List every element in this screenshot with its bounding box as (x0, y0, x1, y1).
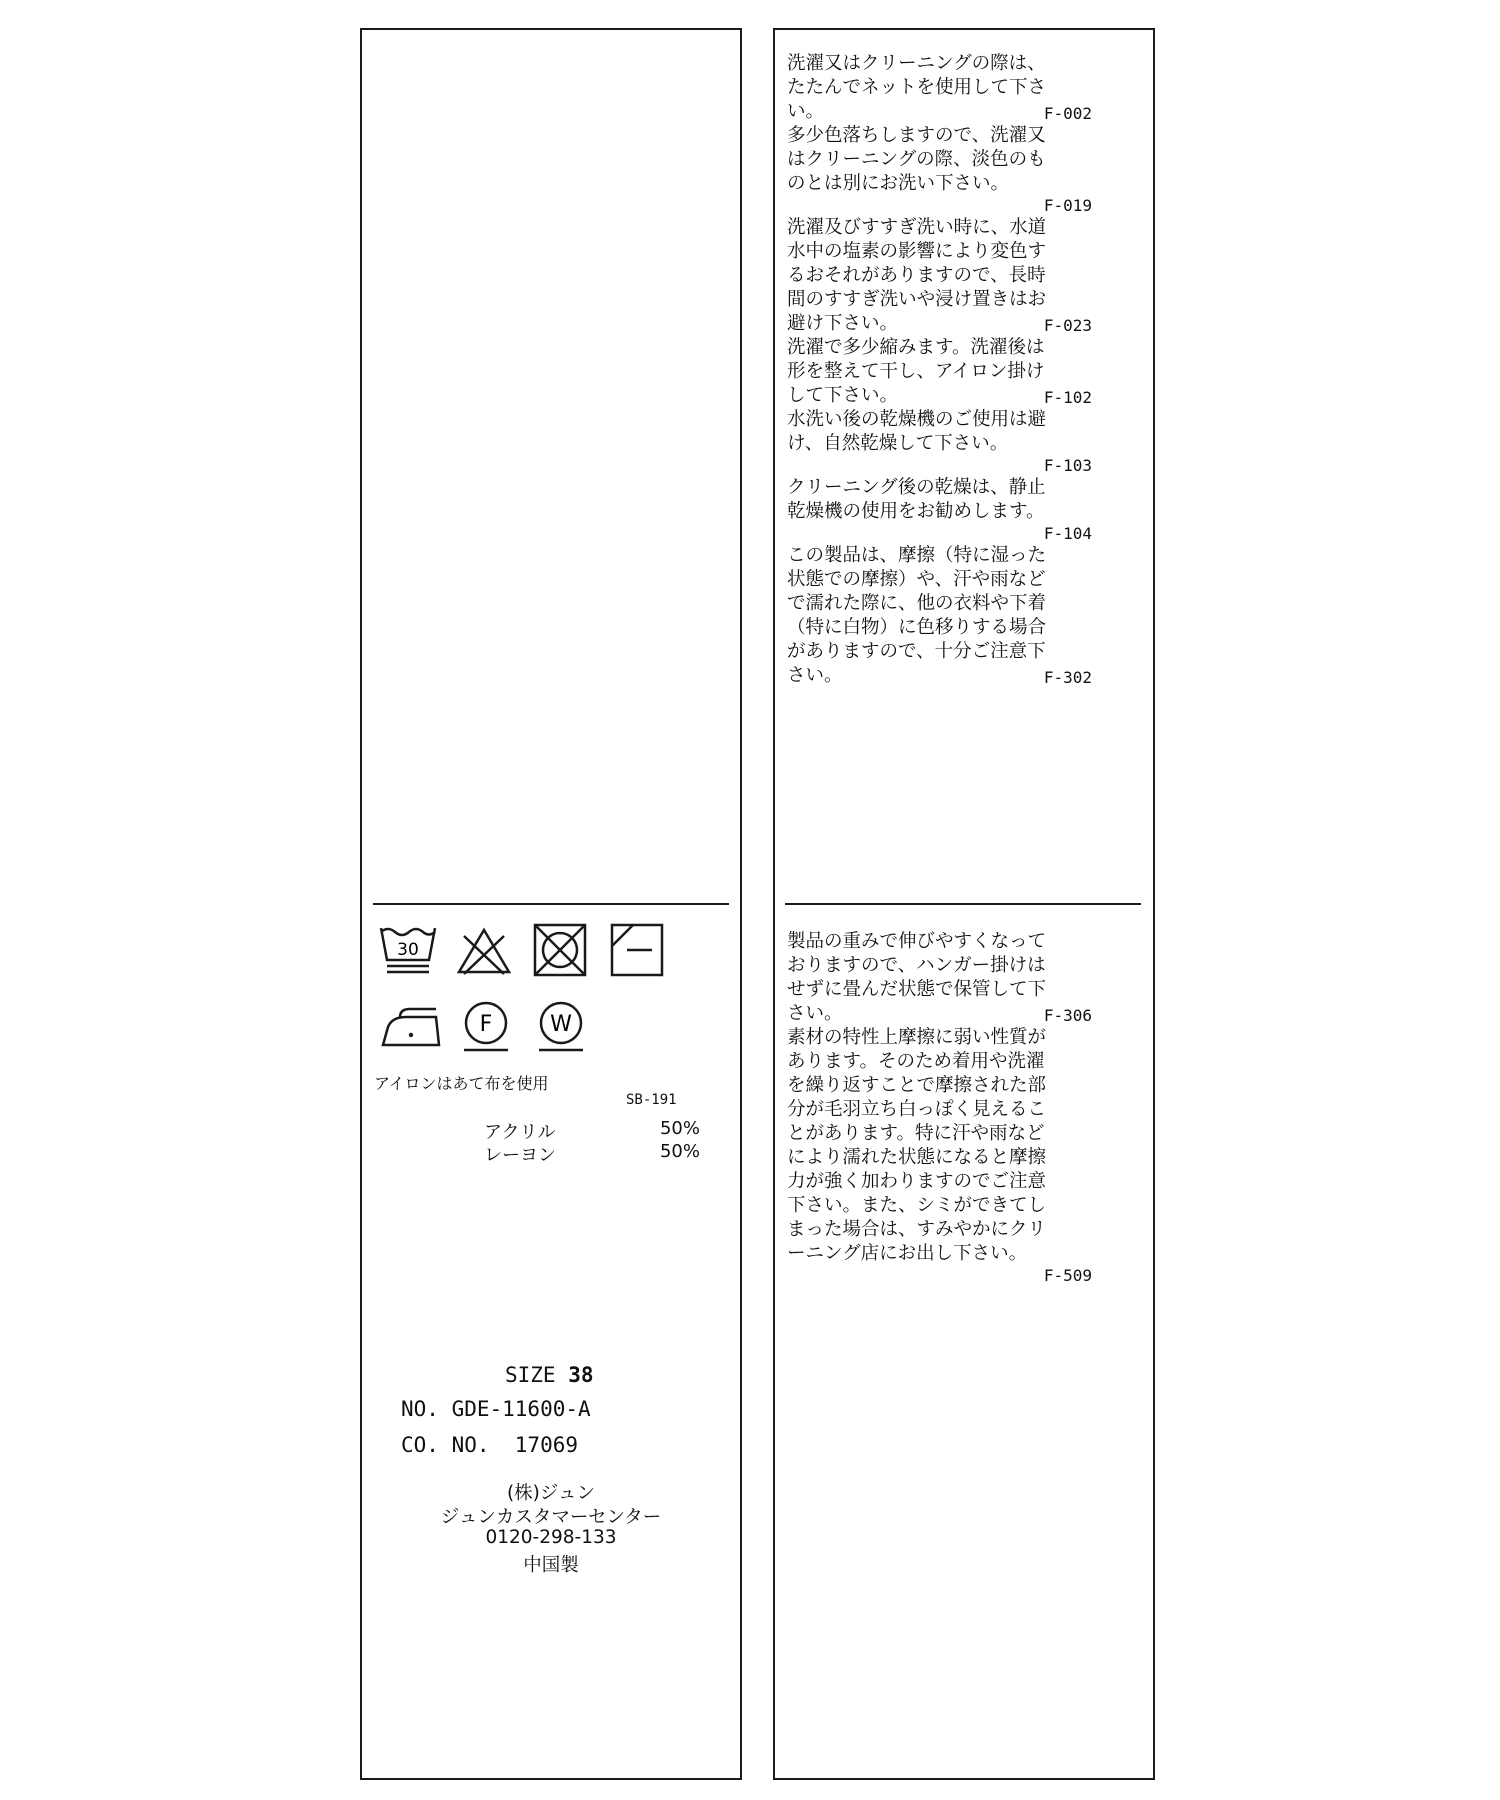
wet-clean-w-icon (536, 1000, 586, 1054)
wet-clean-letter: W (550, 1012, 572, 1037)
care-note (787, 408, 1092, 476)
care-note-text: 洗濯及びすすぎ洗い時に、水道 水中の塩素の影響により変色す るおそれがありますので、長時 間のすすぎ洗いや浸け置きはお 避け下さい。 (787, 217, 1047, 334)
fiber-name: アクリル (484, 1122, 556, 1143)
care-note-text: この製品は、摩擦（特に湿った 状態での摩擦）や、汗や雨など で濡れた際に、他の衣料や下着 （特に白物）に色移りする場合 がありますので、十分ご注意下 さい。 (787, 545, 1047, 686)
care-note (787, 476, 1092, 544)
fiber-name: レーヨン (484, 1145, 556, 1166)
product-number: NO. GDE-11600-A (401, 1397, 591, 1421)
care-note (787, 336, 1092, 408)
shade-dry-icon (609, 922, 665, 978)
care-note-code: F-019 (1043, 196, 1092, 215)
left-label-divider (373, 903, 729, 905)
phone-number: 0120-298-133 (485, 1527, 617, 1548)
care-note-text: 洗濯で多少縮みます。洗濯後は 形を整えて干し、アイロン掛け して下さい。 (787, 337, 1045, 406)
care-notes-top (787, 52, 1092, 688)
care-note-code: F-002 (1043, 104, 1092, 123)
customer-center: ジュンカスタマーセンター (440, 1507, 662, 1528)
no-bleach-icon (456, 926, 512, 976)
wash-temp-text: 30 (397, 940, 419, 960)
no-tumble-dry-icon (532, 922, 588, 978)
care-note (787, 52, 1092, 124)
low-iron-icon (380, 1005, 442, 1049)
care-note-text: 洗濯又はクリーニングの際は、 たたんでネットを使用して下さ い。 (787, 53, 1047, 122)
fiber-percent: 50% (659, 1141, 700, 1162)
care-note (787, 124, 1092, 216)
iron-note: アイロンはあて布を使用 (374, 1074, 549, 1093)
company-name: (株)ジュン (506, 1483, 596, 1504)
wash-30-gentle-icon (379, 924, 437, 980)
country-of-origin: 中国製 (523, 1555, 579, 1576)
care-note-code: F-104 (1043, 524, 1092, 543)
size-line (505, 1363, 594, 1387)
care-note-text: クリーニング後の乾燥は、静止 乾燥機の使用をお勧めします。 (787, 477, 1046, 522)
care-note-code: F-103 (1043, 456, 1092, 475)
symbol-code: SB-191 (626, 1092, 677, 1108)
care-note (787, 1026, 1092, 1286)
care-note-code: F-102 (1043, 388, 1092, 407)
care-note-code: F-302 (1043, 668, 1092, 687)
fiber-percent: 50% (659, 1118, 700, 1139)
right-label-divider (785, 903, 1141, 905)
care-note-text: 素材の特性上摩擦に弱い性質が あります。そのため着用や洗濯 を繰り返すことで摩擦された部 分が毛羽立ち白っぽく見えるこ とがあります。特に汗や雨など により濡れた状態になると摩擦 力が強く加わりますのでご注意 下さい。また、シミができてし まった場合は、すみやかにクリ ーニング店にお出し下さい。 (787, 1027, 1047, 1264)
care-note (787, 930, 1092, 1026)
co-number: CO. NO. 17069 (401, 1433, 579, 1457)
care-notes-bottom (787, 930, 1092, 1286)
dry-clean-f-icon (461, 1000, 511, 1054)
care-note-text: 水洗い後の乾燥機のご使用は避 け、自然乾燥して下さい。 (787, 409, 1047, 454)
size-label: SIZE (505, 1363, 556, 1387)
care-note-code: F-306 (1043, 1006, 1092, 1025)
size-value: 38 (568, 1363, 594, 1387)
care-note (787, 216, 1092, 336)
care-note-code: F-509 (1043, 1266, 1092, 1285)
care-note-code: F-023 (1043, 316, 1092, 335)
care-note-text: 多少色落ちしますので、洗濯又 はクリーニングの際、淡色のも のとは別にお洗い下さい。 (787, 125, 1046, 194)
dry-clean-letter: F (479, 1012, 493, 1037)
care-note (787, 544, 1092, 688)
care-note-text: 製品の重みで伸びやすくなって おりますので、ハンガー掛けは せずに畳んだ状態で保管して下 さい。 (787, 931, 1047, 1024)
